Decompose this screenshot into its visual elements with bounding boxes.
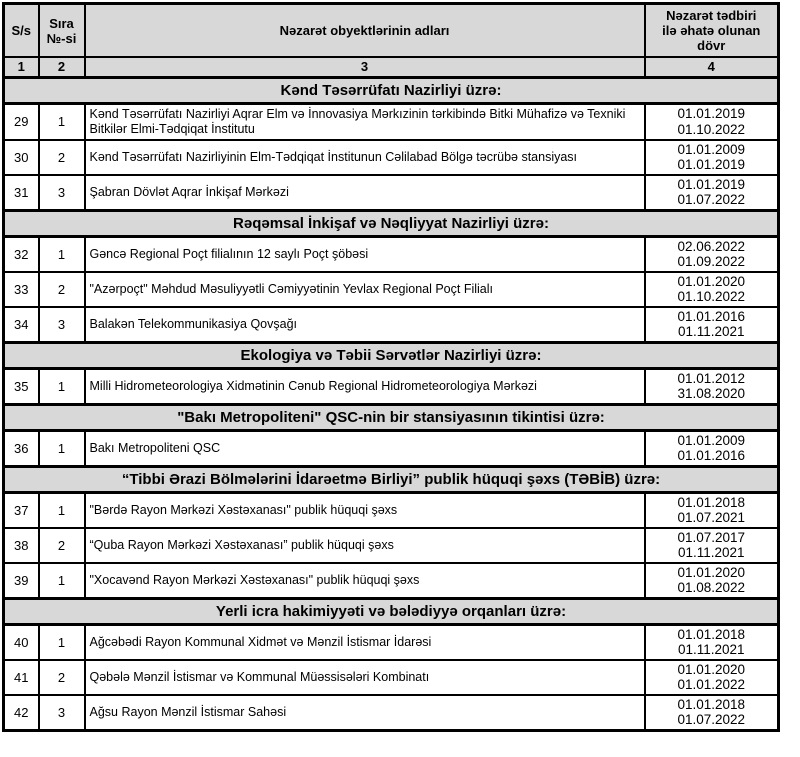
- section-title: "Bakı Metropoliteni" QSC-nin bir stansiyasının tikintisi üzrə:: [4, 404, 779, 430]
- column-header-object-name: [85, 4, 645, 58]
- row-serial-number: 32: [4, 236, 39, 272]
- period-start-date: 01.01.2018: [677, 626, 746, 642]
- period-end-date: 31.08.2020: [677, 386, 746, 401]
- table-row: [4, 175, 779, 211]
- row-order-number: 1: [39, 236, 85, 272]
- row-period-cell: [645, 103, 779, 140]
- row-period-cell: [645, 528, 779, 563]
- period-start-date: 01.01.2020: [677, 564, 746, 580]
- period-start-date: 01.01.2020: [677, 661, 746, 677]
- section-header-row: [4, 598, 779, 624]
- header-label-row: [4, 4, 779, 58]
- row-period-cell: [645, 307, 779, 343]
- table-row: [4, 103, 779, 140]
- table-row: [4, 307, 779, 343]
- period-end-date: 01.10.2022: [677, 289, 746, 304]
- column-number-3: 3: [85, 57, 645, 77]
- row-serial-number: 29: [4, 103, 39, 140]
- section-title: Yerli icra hakimiyyəti və bələdiyyə orqanları üzrə:: [4, 598, 779, 624]
- row-object-name: Kənd Təsərrüfatı Nazirliyinin Elm-Tədqiqat İnstitunun Cəlilabad Bölgə təcrübə stansiyası: [85, 140, 645, 175]
- row-order-number: 3: [39, 307, 85, 343]
- period-start-date: 01.01.2018: [677, 696, 746, 712]
- period-start-date: 01.01.2009: [677, 141, 746, 157]
- row-period-cell: [645, 660, 779, 695]
- row-serial-number: 33: [4, 272, 39, 307]
- row-serial-number: 37: [4, 492, 39, 528]
- row-order-number: 2: [39, 272, 85, 307]
- period-start-date: 01.01.2009: [677, 432, 746, 448]
- table-row: [4, 272, 779, 307]
- section-header-row: [4, 210, 779, 236]
- column-header-period-label: Nəzarət tədbiri ilə əhatə olunan dövr: [662, 8, 761, 53]
- row-serial-number: 40: [4, 624, 39, 660]
- section-header-row: [4, 404, 779, 430]
- column-header-object-name-label: Nəzarət obyektlərinin adları: [279, 23, 450, 38]
- period-end-date: 01.11.2021: [677, 642, 745, 657]
- table-row: [4, 236, 779, 272]
- section-title: “Tibbi Ərazi Bölmələrini İdarəetmə Birliyi” publik hüquqi şəxs (TƏBİB) üzrə:: [4, 466, 779, 492]
- row-period-cell: [645, 430, 779, 466]
- period-end-date: 01.07.2022: [677, 192, 746, 207]
- column-number-1: 1: [4, 57, 39, 77]
- column-header-serial-label: S/s: [11, 23, 31, 38]
- period-end-date: 01.07.2022: [677, 712, 746, 727]
- section-header-row: [4, 466, 779, 492]
- column-number-4: 4: [645, 57, 779, 77]
- column-header-serial: [4, 4, 39, 58]
- row-serial-number: 36: [4, 430, 39, 466]
- period-start-date: 01.01.2020: [677, 273, 746, 289]
- row-order-number: 1: [39, 368, 85, 404]
- table-row: [4, 140, 779, 175]
- row-object-name: Milli Hidrometeorologiya Xidmətinin Cənub Regional Hidrometeorologiya Mərkəzi: [85, 368, 645, 404]
- row-serial-number: 30: [4, 140, 39, 175]
- row-period-cell: [645, 368, 779, 404]
- column-number-2: 2: [39, 57, 85, 77]
- row-order-number: 1: [39, 563, 85, 599]
- section-title: Rəqəmsal İnkişaf və Nəqliyyat Nazirliyi üzrə:: [4, 210, 779, 236]
- table-row: [4, 368, 779, 404]
- column-header-order: [39, 4, 85, 58]
- row-period-cell: [645, 695, 779, 731]
- row-object-name: “Quba Rayon Mərkəzi Xəstəxanası” publik hüquqi şəxs: [85, 528, 645, 563]
- period-end-date: 01.11.2021: [677, 545, 745, 560]
- period-end-date: 01.07.2021: [677, 510, 746, 525]
- column-header-order-label: Sıra №-si: [46, 15, 77, 46]
- row-serial-number: 42: [4, 695, 39, 731]
- row-serial-number: 39: [4, 563, 39, 599]
- table-row: [4, 430, 779, 466]
- row-object-name: Ağsu Rayon Mənzil İstismar Sahəsi: [85, 695, 645, 731]
- period-start-date: 01.07.2017: [677, 529, 746, 545]
- row-serial-number: 34: [4, 307, 39, 343]
- section-title: Ekologiya və Təbii Sərvətlər Nazirliyi üzrə:: [4, 342, 779, 368]
- row-order-number: 2: [39, 660, 85, 695]
- period-start-date: 01.01.2016: [677, 308, 746, 324]
- table-row: [4, 695, 779, 731]
- table-row: [4, 660, 779, 695]
- row-period-cell: [645, 624, 779, 660]
- period-start-date: 01.01.2018: [677, 494, 746, 510]
- row-period-cell: [645, 272, 779, 307]
- row-period-cell: [645, 140, 779, 175]
- row-period-cell: [645, 236, 779, 272]
- row-order-number: 3: [39, 175, 85, 211]
- section-header-row: [4, 77, 779, 103]
- row-object-name: "Bərdə Rayon Mərkəzi Xəstəxanası" publik hüquqi şəxs: [85, 492, 645, 528]
- row-serial-number: 35: [4, 368, 39, 404]
- period-end-date: 01.09.2022: [677, 254, 746, 269]
- period-end-date: 01.08.2022: [677, 580, 746, 595]
- column-number-row: [4, 57, 779, 77]
- table-row: [4, 563, 779, 599]
- column-header-period: [645, 4, 779, 58]
- period-end-date: 01.11.2021: [677, 324, 745, 339]
- period-start-date: 01.01.2019: [677, 176, 746, 192]
- row-order-number: 1: [39, 492, 85, 528]
- row-serial-number: 31: [4, 175, 39, 211]
- inspection-objects-table: [2, 2, 780, 732]
- row-object-name: Ağcəbədi Rayon Kommunal Xidmət və Mənzil İstismar İdarəsi: [85, 624, 645, 660]
- row-order-number: 1: [39, 103, 85, 140]
- row-period-cell: [645, 563, 779, 599]
- section-title: Kənd Təsərrüfatı Nazirliyi üzrə:: [4, 77, 779, 103]
- row-object-name: Gəncə Regional Poçt filialının 12 saylı Poçt şöbəsi: [85, 236, 645, 272]
- period-start-date: 01.01.2012: [677, 370, 746, 386]
- table-row: [4, 492, 779, 528]
- table-row: [4, 624, 779, 660]
- table-row: [4, 528, 779, 563]
- row-object-name: "Xocavənd Rayon Mərkəzi Xəstəxanası" publik hüquqi şəxs: [85, 563, 645, 599]
- row-object-name: Şabran Dövlət Aqrar İnkişaf Mərkəzi: [85, 175, 645, 211]
- row-order-number: 2: [39, 528, 85, 563]
- row-object-name: Qəbələ Mənzil İstismar və Kommunal Müəssisələri Kombinatı: [85, 660, 645, 695]
- period-end-date: 01.01.2022: [677, 677, 746, 692]
- period-start-date: 02.06.2022: [677, 238, 746, 254]
- row-serial-number: 41: [4, 660, 39, 695]
- row-order-number: 1: [39, 430, 85, 466]
- row-serial-number: 38: [4, 528, 39, 563]
- row-object-name: Kənd Təsərrüfatı Nazirliyi Aqrar Elm və İnnovasiya Mərkızinin tərkibində Bitki Mühafizə və Texniki Bitkilər Elmi-Tədqiqat İnstitutu: [85, 103, 645, 140]
- row-object-name: "Azərpoçt" Məhdud Məsuliyyətli Cəmiyyətinin Yevlax Regional Poçt Filialı: [85, 272, 645, 307]
- period-end-date: 01.01.2019: [677, 157, 746, 172]
- table-header: [4, 4, 779, 78]
- table-body: [4, 77, 779, 730]
- period-end-date: 01.01.2016: [677, 448, 746, 463]
- row-order-number: 2: [39, 140, 85, 175]
- row-period-cell: [645, 492, 779, 528]
- row-period-cell: [645, 175, 779, 211]
- row-object-name: Bakı Metropoliteni QSC: [85, 430, 645, 466]
- period-start-date: 01.01.2019: [677, 106, 746, 121]
- period-end-date: 01.10.2022: [677, 121, 746, 137]
- row-order-number: 1: [39, 624, 85, 660]
- section-header-row: [4, 342, 779, 368]
- row-order-number: 3: [39, 695, 85, 731]
- row-object-name: Balakən Telekommunikasiya Qovşağı: [85, 307, 645, 343]
